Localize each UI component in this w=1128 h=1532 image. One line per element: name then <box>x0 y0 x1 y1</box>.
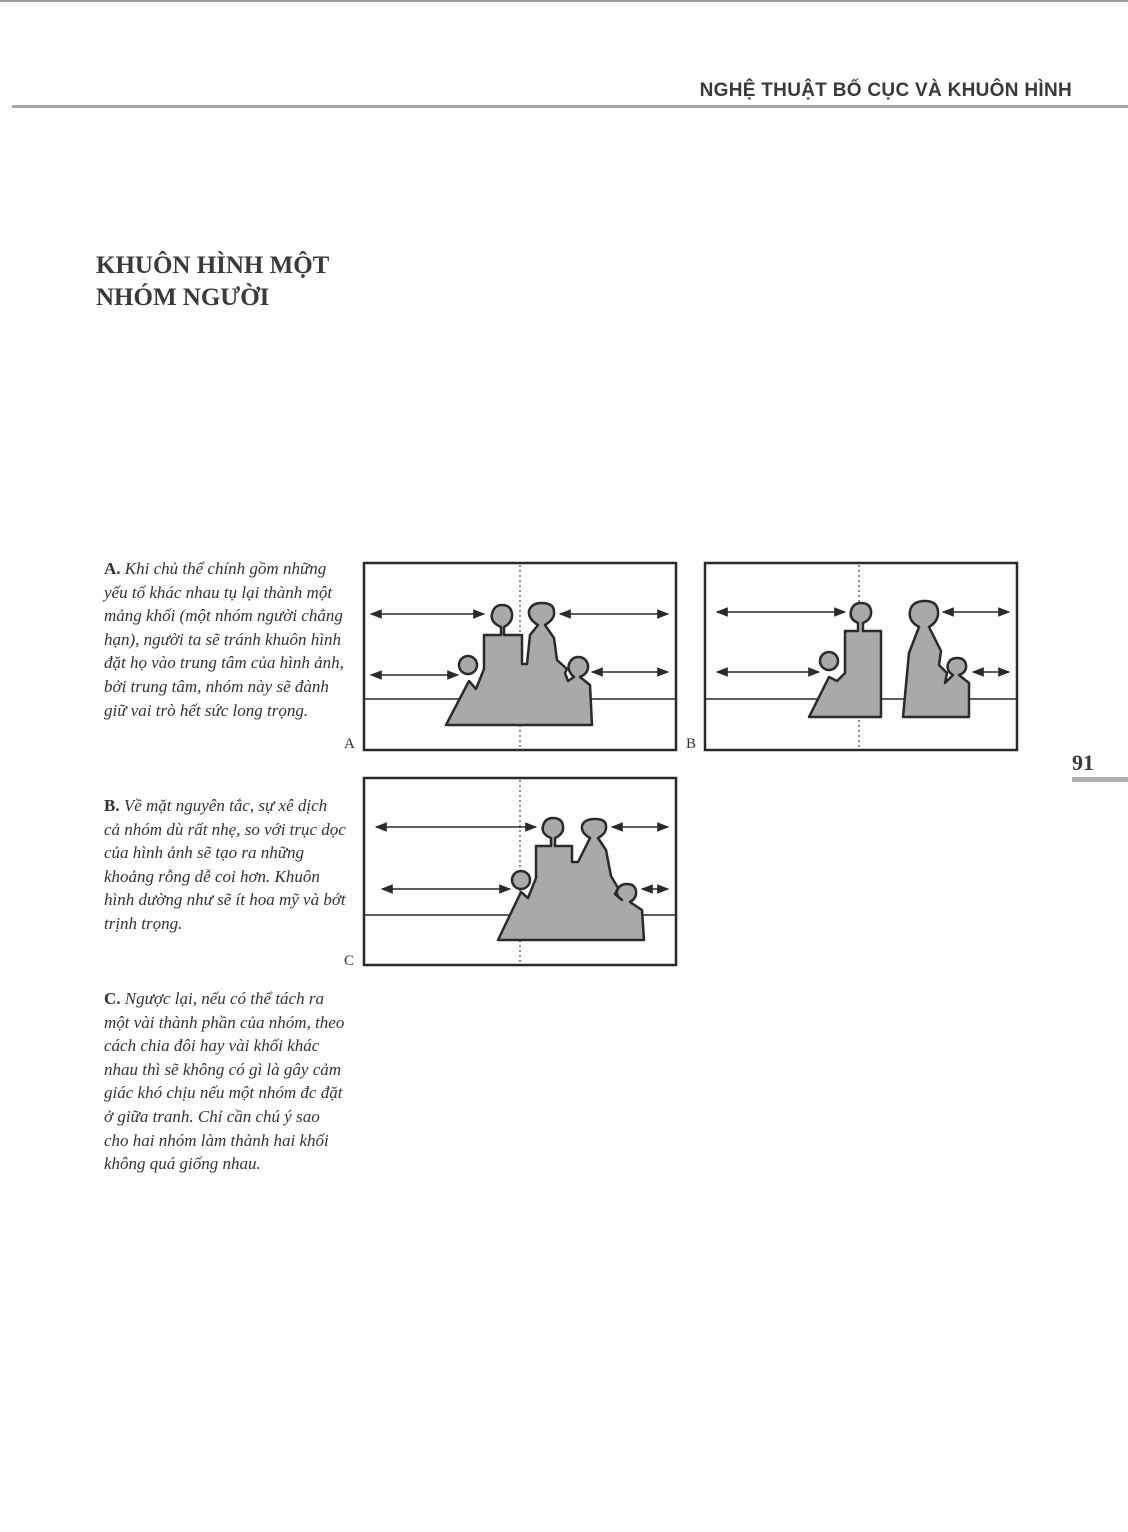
figure-c-label: C <box>344 953 355 969</box>
paragraph-b <box>104 794 346 936</box>
figure-b-left-group-silhouette <box>809 603 881 717</box>
paragraph-a <box>104 557 346 722</box>
paragraph-b-letter: B. <box>104 796 120 815</box>
figure-a-diagram <box>362 561 680 753</box>
figure-b-right-group-silhouette <box>903 601 969 717</box>
running-header-title: NGHỆ THUẬT BỐ CỤC VÀ KHUÔN HÌNH <box>699 80 1072 101</box>
figure-c-diagram <box>362 776 680 968</box>
paragraph-c <box>104 987 346 1176</box>
paragraph-a-letter: A. <box>104 559 121 578</box>
page-number-tab <box>1072 777 1128 782</box>
section-title-line-2: NHÓM NGƯỜI <box>96 284 270 311</box>
paragraph-c-letter: C. <box>104 989 121 1008</box>
paragraph-b-text: Về mặt nguyên tắc, sự xê dịch cả nhóm dù rất nhẹ, so với trục dọc của hình ảnh sẽ tạo ra những khoảng rỗng dễ coi hơn. Khuôn hình dường như sẽ ít hoa mỹ và bớt trịnh trọng. <box>104 796 346 933</box>
page-number: 91 <box>1072 750 1094 775</box>
section-title <box>96 250 329 314</box>
figure-a-label: A <box>344 736 355 752</box>
paragraph-c-text: Ngược lại, nếu có thể tách ra một vài thành phần của nhóm, theo cách chia đôi hay vài khối khác nhau thì sẽ không có gì là gây cảm giác khó chịu nếu một nhóm đc đặt ở giữa tranh. Chỉ cần chú ý sao cho hai nhóm làm thành hai khối không quá giống nhau. <box>104 989 345 1174</box>
paragraph-a-text: Khi chủ thể chính gồm những yếu tố khác nhau tụ lại thành một mảng khối (một nhóm người chẳng hạn), người ta sẽ tránh khuôn hình đặt họ vào trung tâm của hình ảnh, bởi trung tâm, nhóm này sẽ đành giữ vai trò hết sức long trọng. <box>104 559 344 720</box>
figure-b-diagram <box>703 561 1021 753</box>
header-rule <box>12 105 1128 108</box>
figure-a-group-silhouette <box>446 603 592 725</box>
figure-b-label: B <box>686 736 697 752</box>
top-edge-rule <box>0 0 1128 2</box>
section-title-line-1: KHUÔN HÌNH MỘT <box>96 252 330 279</box>
